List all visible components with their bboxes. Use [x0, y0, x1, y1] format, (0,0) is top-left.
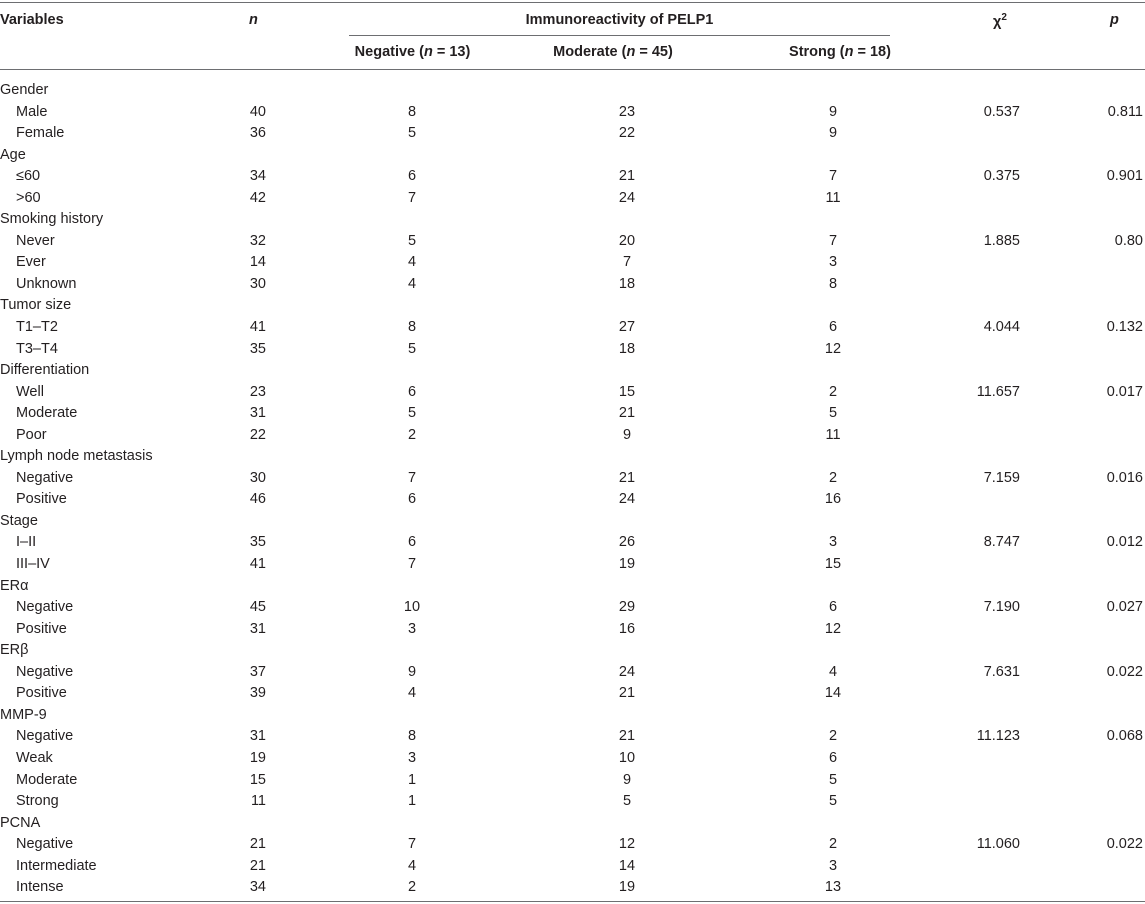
group-row — [0, 445, 1145, 467]
cell-negative: 8 — [407, 103, 417, 120]
group-label: ERβ — [0, 642, 29, 659]
group-row — [0, 359, 1145, 381]
cell-moderate: 9 — [622, 426, 632, 443]
cell-moderate: 10 — [618, 749, 636, 766]
cell-strong: 14 — [824, 685, 842, 702]
header-p-value: p — [1110, 12, 1119, 28]
cell-chi-square: 11.060 — [976, 836, 1020, 853]
table-row — [0, 790, 1145, 812]
cell-moderate: 12 — [618, 836, 636, 853]
cell-n: 19 — [249, 749, 266, 766]
row-label: Intense — [16, 879, 64, 896]
row-label: Negative — [16, 599, 74, 616]
cell-n: 30 — [249, 275, 266, 292]
cell-p-value: 0.132 — [1106, 319, 1143, 336]
group-label: Stage — [0, 512, 38, 529]
group-row — [0, 294, 1145, 316]
cell-strong: 6 — [828, 749, 838, 766]
cell-moderate: 20 — [618, 232, 636, 249]
row-label: Strong — [16, 793, 59, 810]
row-label: Negative — [16, 836, 74, 853]
cell-negative: 3 — [407, 620, 417, 637]
row-label: Positive — [16, 491, 67, 508]
table-row — [0, 553, 1145, 575]
header-negative: Negative (n = 13) — [354, 44, 471, 60]
cell-strong: 5 — [828, 793, 838, 810]
cell-strong: 12 — [824, 620, 842, 637]
top-rule — [0, 2, 1145, 3]
cell-moderate: 15 — [618, 383, 636, 400]
row-label: Well — [16, 383, 44, 400]
cell-chi-square: 0.375 — [983, 168, 1020, 185]
cell-chi-square: 7.631 — [983, 663, 1020, 680]
cell-negative: 7 — [407, 556, 417, 573]
cell-n: 45 — [249, 599, 266, 616]
bottom-rule — [0, 901, 1145, 902]
cell-strong: 9 — [828, 103, 838, 120]
group-row — [0, 639, 1145, 661]
cell-n: 21 — [249, 857, 266, 874]
cell-moderate: 19 — [618, 879, 636, 896]
cell-moderate: 26 — [618, 534, 636, 551]
cell-p-value: 0.901 — [1106, 168, 1143, 185]
group-label: MMP-9 — [0, 706, 47, 723]
cell-n: 41 — [249, 556, 266, 573]
table-row — [0, 618, 1145, 640]
cell-strong: 3 — [828, 254, 838, 271]
header-moderate: Moderate (n = 45) — [553, 44, 673, 60]
table-row — [0, 273, 1145, 295]
cell-negative: 2 — [407, 426, 417, 443]
group-row — [0, 208, 1145, 230]
group-label: Age — [0, 146, 26, 163]
cell-n: 39 — [249, 685, 266, 702]
group-row — [0, 704, 1145, 726]
row-label: ≤60 — [16, 168, 41, 185]
table-row — [0, 165, 1145, 187]
group-row — [0, 812, 1145, 834]
row-label: >60 — [16, 189, 41, 206]
cell-moderate: 24 — [618, 189, 636, 206]
cell-strong: 9 — [828, 125, 838, 142]
cell-p-value: 0.017 — [1106, 383, 1143, 400]
cell-p-value: 0.012 — [1106, 534, 1143, 551]
group-label: PCNA — [0, 814, 41, 831]
cell-strong: 11 — [825, 426, 841, 443]
table-row — [0, 855, 1145, 877]
row-label: I–II — [16, 534, 37, 551]
cell-strong: 4 — [828, 663, 838, 680]
table-row — [0, 769, 1145, 791]
group-row — [0, 79, 1145, 101]
table-row — [0, 230, 1145, 252]
group-label: Tumor size — [0, 297, 72, 314]
cell-strong: 2 — [828, 836, 838, 853]
header-rule — [0, 69, 1145, 70]
header-strong: Strong (n = 18) — [789, 44, 891, 60]
cell-n: 21 — [249, 836, 266, 853]
cell-strong: 6 — [828, 319, 838, 336]
cell-n: 11 — [250, 793, 266, 810]
cell-n: 30 — [249, 469, 266, 486]
cell-p-value: 0.022 — [1106, 836, 1143, 853]
cell-moderate: 21 — [618, 405, 636, 422]
cell-n: 22 — [249, 426, 266, 443]
cell-strong: 7 — [828, 168, 838, 185]
cell-n: 15 — [249, 771, 266, 788]
group-label: Lymph node metastasis — [0, 448, 153, 465]
cell-moderate: 5 — [622, 793, 632, 810]
cell-negative: 9 — [407, 663, 417, 680]
cell-negative: 8 — [407, 319, 417, 336]
cell-negative: 8 — [407, 728, 417, 745]
cell-n: 42 — [249, 189, 266, 206]
cell-moderate: 21 — [618, 469, 636, 486]
cell-negative: 6 — [407, 383, 417, 400]
table-row — [0, 316, 1145, 338]
cell-moderate: 22 — [618, 125, 636, 142]
row-label: Ever — [16, 254, 46, 271]
group-label: Gender — [0, 82, 49, 98]
cell-negative: 6 — [407, 491, 417, 508]
header-chi-square: $\chi^2$ — [993, 12, 1007, 30]
cell-chi-square: 1.885 — [983, 232, 1020, 249]
cell-n: 35 — [249, 340, 266, 357]
cell-moderate: 21 — [618, 168, 636, 185]
header-variables: Variables — [0, 12, 64, 28]
cell-n: 23 — [249, 383, 266, 400]
row-label: Moderate — [16, 771, 78, 788]
cell-strong: 13 — [824, 879, 842, 896]
cell-strong: 16 — [824, 491, 842, 508]
table-row — [0, 596, 1145, 618]
group-underline — [349, 35, 890, 36]
cell-negative: 6 — [407, 534, 417, 551]
cell-n: 37 — [249, 663, 266, 680]
row-label: Intermediate — [16, 857, 97, 874]
cell-n: 35 — [249, 534, 266, 551]
cell-strong: 3 — [828, 857, 838, 874]
cell-chi-square: 11.657 — [976, 383, 1020, 400]
cell-strong: 5 — [828, 771, 838, 788]
cell-negative: 1 — [407, 793, 417, 810]
cell-p-value: 0.068 — [1106, 728, 1143, 745]
cell-strong: 6 — [828, 599, 838, 616]
cell-strong: 2 — [828, 383, 838, 400]
cell-strong: 15 — [824, 556, 842, 573]
cell-negative: 7 — [407, 836, 417, 853]
header-pelp1-group: Immunoreactivity of PELP1 — [525, 12, 714, 28]
cell-moderate: 14 — [618, 857, 636, 874]
cell-n: 31 — [249, 728, 266, 745]
row-label: T1–T2 — [16, 319, 58, 336]
cell-strong: 7 — [828, 232, 838, 249]
cell-negative: 7 — [407, 189, 417, 206]
table-row — [0, 122, 1145, 144]
cell-moderate: 7 — [622, 254, 632, 271]
row-label: Positive — [16, 620, 67, 637]
cell-n: 31 — [249, 620, 266, 637]
cell-n: 34 — [249, 879, 266, 896]
cell-p-value: 0.80 — [1114, 232, 1143, 249]
cell-moderate: 24 — [618, 491, 636, 508]
row-label: Negative — [16, 469, 74, 486]
row-label: Never — [16, 232, 55, 249]
cell-moderate: 18 — [618, 275, 636, 292]
cell-negative: 5 — [407, 405, 417, 422]
table-row — [0, 338, 1145, 360]
table-row — [0, 101, 1145, 123]
table-body — [0, 79, 1145, 898]
cell-negative: 5 — [407, 125, 417, 142]
table-row — [0, 251, 1145, 273]
cell-strong: 3 — [828, 534, 838, 551]
row-label: Unknown — [16, 275, 77, 292]
table-row — [0, 424, 1145, 446]
cell-negative: 2 — [407, 879, 417, 896]
cell-chi-square: 8.747 — [983, 534, 1020, 551]
cell-n: 36 — [249, 125, 266, 142]
cell-strong: 11 — [825, 189, 841, 206]
table-row — [0, 488, 1145, 510]
cell-moderate: 19 — [618, 556, 636, 573]
row-label: Negative — [16, 663, 74, 680]
cell-moderate: 18 — [618, 340, 636, 357]
cell-n: 40 — [249, 103, 266, 120]
row-label: III–IV — [16, 556, 50, 573]
header-n: n — [249, 12, 258, 28]
cell-n: 34 — [249, 168, 266, 185]
cell-n: 46 — [249, 491, 266, 508]
cell-n: 31 — [249, 405, 266, 422]
cell-negative: 4 — [407, 275, 417, 292]
row-label: Positive — [16, 685, 67, 702]
row-label: Poor — [16, 426, 47, 443]
group-row — [0, 144, 1145, 166]
cell-strong: 2 — [828, 728, 838, 745]
cell-moderate: 9 — [622, 771, 632, 788]
table-row — [0, 833, 1145, 855]
cell-moderate: 29 — [618, 599, 636, 616]
row-label: Male — [16, 103, 48, 120]
table-row — [0, 725, 1145, 747]
cell-strong: 2 — [828, 469, 838, 486]
cell-chi-square: 4.044 — [983, 319, 1020, 336]
table-row — [0, 682, 1145, 704]
cell-moderate: 24 — [618, 663, 636, 680]
cell-negative: 4 — [407, 685, 417, 702]
cell-n: 14 — [249, 254, 266, 271]
cell-n: 32 — [249, 232, 266, 249]
cell-strong: 5 — [828, 405, 838, 422]
cell-negative: 3 — [407, 749, 417, 766]
cell-negative: 5 — [407, 340, 417, 357]
cell-negative: 10 — [403, 599, 421, 616]
cell-chi-square: 0.537 — [983, 103, 1020, 120]
cell-moderate: 27 — [618, 319, 636, 336]
cell-p-value: 0.811 — [1107, 103, 1143, 120]
table-row — [0, 402, 1145, 424]
cell-chi-square: 7.190 — [983, 599, 1020, 616]
group-label: Differentiation — [0, 362, 90, 379]
cell-moderate: 16 — [618, 620, 636, 637]
cell-negative: 6 — [407, 168, 417, 185]
cell-chi-square: 7.159 — [983, 469, 1020, 486]
cell-chi-square: 11.123 — [976, 728, 1020, 745]
cell-p-value: 0.022 — [1106, 663, 1143, 680]
row-label: Negative — [16, 728, 74, 745]
cell-negative: 7 — [407, 469, 417, 486]
group-label: Smoking history — [0, 211, 104, 228]
table-row — [0, 187, 1145, 209]
cell-moderate: 21 — [618, 728, 636, 745]
cell-moderate: 23 — [618, 103, 636, 120]
row-label: T3–T4 — [16, 340, 58, 357]
row-label: Moderate — [16, 405, 78, 422]
cell-negative: 4 — [407, 254, 417, 271]
group-row — [0, 575, 1145, 597]
cell-negative: 4 — [407, 857, 417, 874]
cell-strong: 12 — [824, 340, 842, 357]
row-label: Weak — [16, 749, 53, 766]
cell-p-value: 0.016 — [1106, 469, 1143, 486]
table-row — [0, 381, 1145, 403]
table-row — [0, 467, 1145, 489]
cell-negative: 5 — [407, 232, 417, 249]
group-row — [0, 510, 1145, 532]
cell-n: 41 — [249, 319, 266, 336]
cell-negative: 1 — [407, 771, 417, 788]
cell-moderate: 21 — [618, 685, 636, 702]
table-row — [0, 661, 1145, 683]
cell-strong: 8 — [828, 275, 838, 292]
table-row — [0, 531, 1145, 553]
group-label: ERα — [0, 577, 29, 594]
row-label: Female — [16, 125, 65, 142]
table-row — [0, 876, 1145, 898]
cell-p-value: 0.027 — [1106, 599, 1143, 616]
table-row — [0, 747, 1145, 769]
